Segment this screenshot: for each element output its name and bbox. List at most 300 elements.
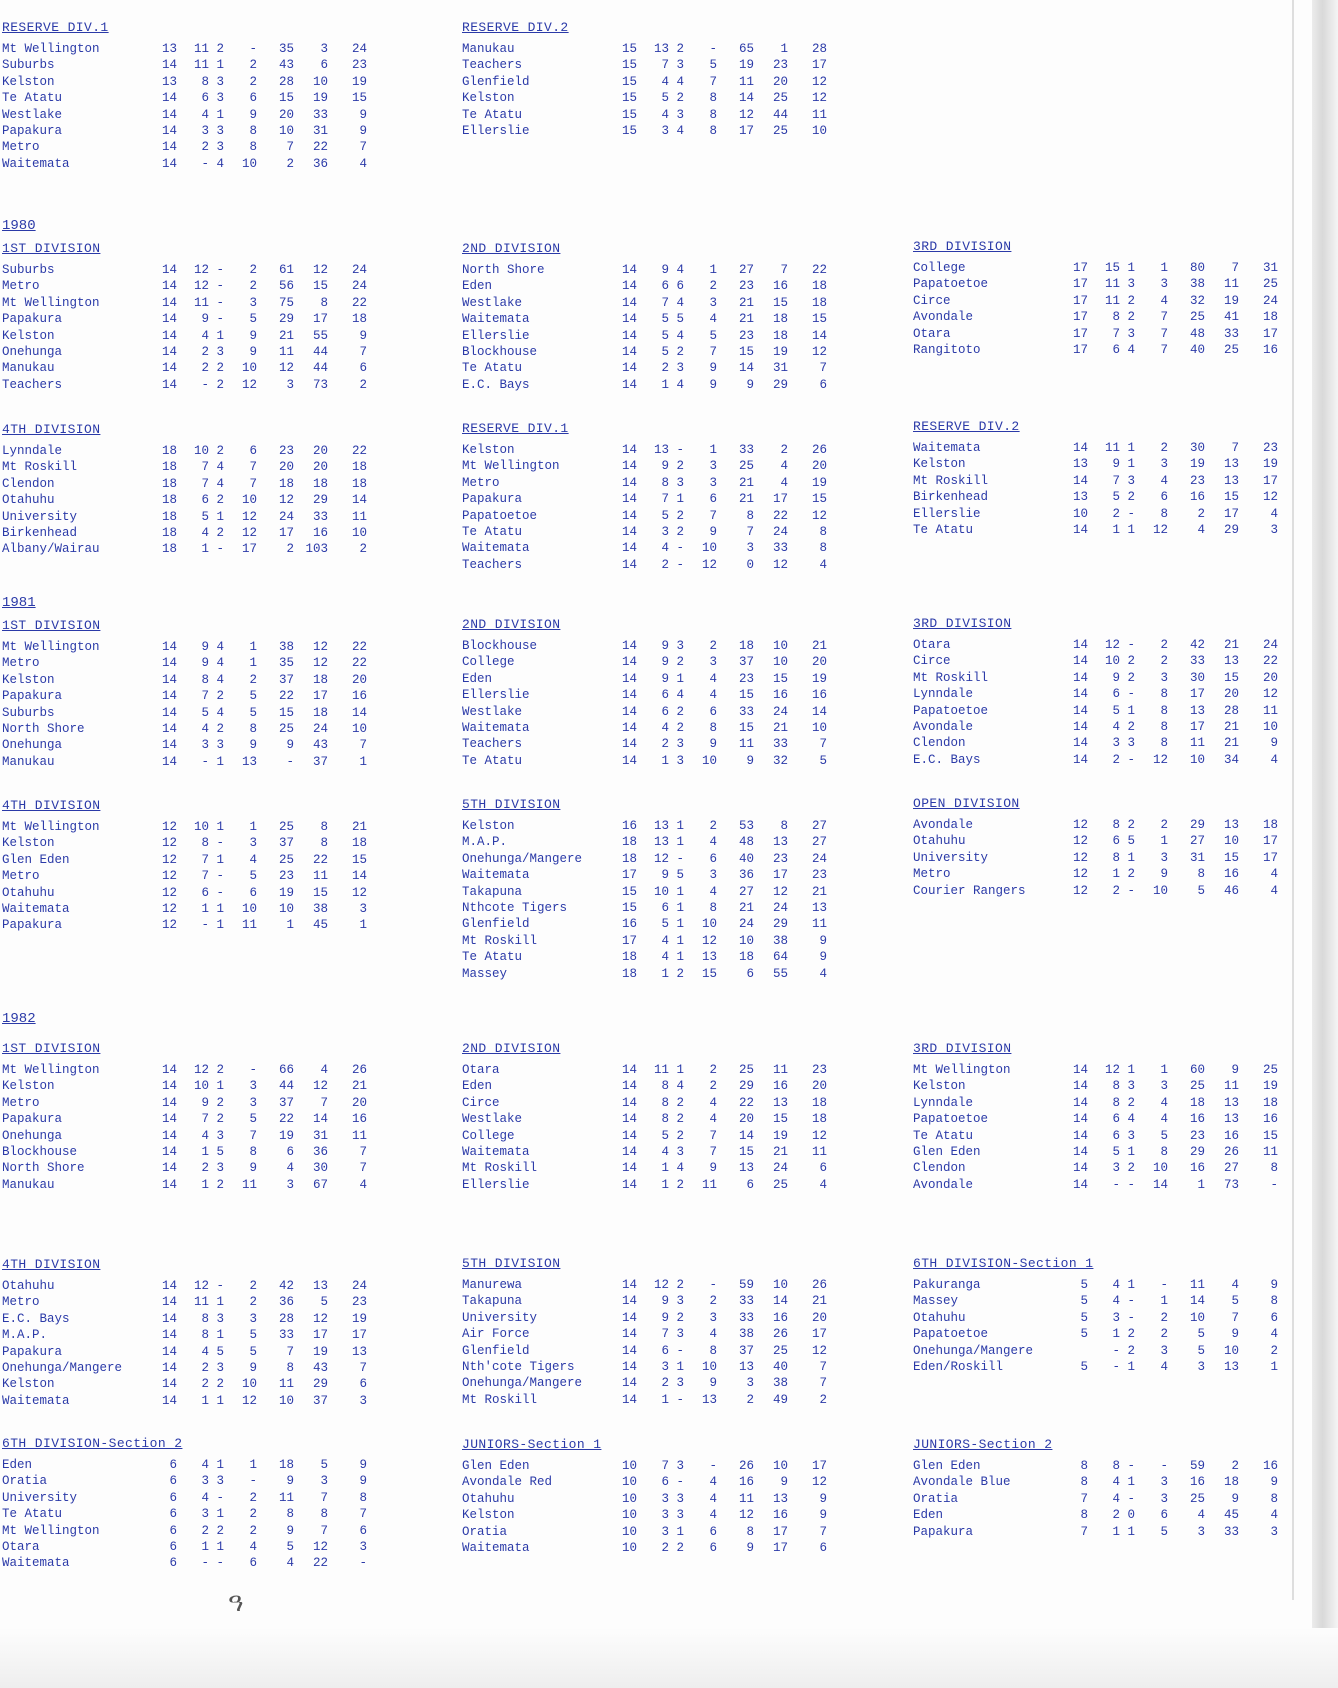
table-row	[462, 1540, 862, 1556]
table-jun2-1982	[913, 1437, 1313, 1540]
team-name: Oratia	[913, 1491, 959, 1506]
team-name: Circe	[462, 1095, 500, 1110]
stat-l: 12	[1152, 752, 1168, 767]
table-row	[462, 278, 862, 294]
table-row	[462, 1111, 862, 1127]
stat-f: 3	[286, 377, 294, 392]
stat-d: -	[1127, 1491, 1135, 1506]
stat-f: 11	[738, 1491, 754, 1506]
stat-f: 12	[278, 493, 294, 508]
stat-d: 2	[1127, 293, 1135, 308]
stat-f: 18	[1189, 1095, 1205, 1110]
stat-p: 14	[1072, 1063, 1088, 1077]
table-row	[462, 491, 862, 507]
stat-l: 6	[249, 444, 257, 458]
stat-d: 3	[216, 140, 224, 155]
team-name: Oratia	[2, 1474, 48, 1489]
stat-d: 1	[216, 509, 224, 524]
stat-a: 26	[772, 1327, 788, 1342]
stat-d: 2	[1127, 1161, 1135, 1176]
stat-pts: 8	[1270, 1491, 1278, 1506]
stat-a: 17	[772, 868, 788, 883]
stat-w: 2	[201, 361, 209, 376]
stat-l: 6	[709, 851, 717, 866]
stat-p: 8	[1080, 1508, 1088, 1523]
stat-a: 33	[312, 107, 328, 122]
stat-d: 2	[216, 1523, 224, 1538]
stat-pts: 4	[819, 557, 827, 572]
stat-p: 14	[621, 1376, 637, 1391]
stat-w: -	[201, 377, 209, 392]
stat-pts: 2	[359, 377, 367, 392]
stat-a: 17	[772, 1540, 788, 1555]
stat-l: 3	[1160, 670, 1168, 685]
stat-w: 8	[201, 1311, 209, 1326]
stat-f: 25	[1189, 310, 1205, 325]
stat-a: 2	[780, 443, 788, 457]
stat-d: 3	[1127, 277, 1135, 292]
team-name: Mt Wellington	[913, 1063, 1011, 1077]
stat-a: 73	[1223, 1177, 1239, 1192]
stat-w: 4	[201, 721, 209, 736]
stat-w: 8	[1112, 1459, 1120, 1473]
stat-f: 59	[1189, 1459, 1205, 1473]
stat-pts: 8	[1270, 1161, 1278, 1176]
team-name: Papatoetoe	[913, 277, 989, 292]
stat-l: 12	[1152, 522, 1168, 537]
stat-pts: 9	[819, 950, 827, 965]
stat-d: 1	[1127, 703, 1135, 718]
stat-f: 11	[278, 1377, 294, 1392]
stat-d: 3	[1127, 473, 1135, 488]
stat-a: 19	[772, 1128, 788, 1143]
stat-a: 15	[772, 295, 788, 310]
stat-l: 3	[709, 459, 717, 474]
stat-p: 14	[161, 1344, 177, 1359]
stat-a: 8	[320, 1507, 328, 1522]
table-d2-1981	[462, 617, 862, 769]
table-row	[2, 476, 402, 492]
stat-pts: 11	[811, 917, 827, 932]
table-row	[462, 458, 862, 474]
table-row	[462, 1343, 862, 1359]
stat-pts: 16	[351, 1112, 367, 1127]
stat-a: 22	[312, 1556, 328, 1571]
stat-f: 11	[278, 344, 294, 359]
team-name: College	[913, 261, 966, 275]
stat-p: 15	[621, 900, 637, 915]
stat-l: 8	[1160, 506, 1168, 521]
table-row	[2, 262, 402, 278]
stat-pts: 24	[351, 1279, 367, 1293]
stat-f: 10	[278, 123, 294, 138]
team-name: Kelston	[462, 443, 515, 457]
table-row	[913, 440, 1313, 456]
table-row	[2, 721, 402, 737]
table-row	[462, 508, 862, 524]
team-name: Manukau	[2, 1177, 55, 1192]
stat-a: 29	[772, 917, 788, 932]
stat-p: 14	[1072, 654, 1088, 669]
team-name: Suburbs	[2, 58, 55, 73]
stat-w: 1	[661, 1177, 669, 1192]
stat-pts: 19	[351, 1311, 367, 1326]
stat-d: 3	[676, 639, 684, 653]
pencil-page-mark: ዓ	[228, 1588, 244, 1618]
stat-f: 2	[746, 1392, 754, 1407]
stat-p: 17	[1072, 310, 1088, 325]
table-title: JUNIORS-Section 1	[462, 1437, 602, 1452]
stat-w: 8	[661, 1112, 669, 1127]
table-row	[462, 377, 862, 393]
stat-f: 15	[738, 1144, 754, 1159]
stat-l: 10	[701, 541, 717, 556]
stat-a: 22	[312, 140, 328, 155]
table-row	[913, 1160, 1313, 1176]
table-row	[913, 1293, 1313, 1309]
stat-l: 3	[709, 655, 717, 670]
stat-pts: 19	[811, 671, 827, 686]
stat-f: 9	[286, 738, 294, 753]
team-name: Westlake	[462, 1112, 523, 1127]
stat-p: 10	[621, 1459, 637, 1473]
table-row	[2, 1278, 402, 1294]
stat-a: 7	[1231, 1310, 1239, 1325]
stat-f: 23	[738, 279, 754, 294]
stat-f: 61	[278, 263, 294, 277]
stat-a: 10	[1223, 1343, 1239, 1358]
stat-d: 1	[216, 1393, 224, 1408]
stat-f: 3	[1197, 1524, 1205, 1539]
table-row	[913, 703, 1313, 719]
stat-p: 14	[1072, 522, 1088, 537]
table-row	[2, 1111, 402, 1127]
stat-w: 2	[201, 1360, 209, 1375]
stat-p: 12	[161, 869, 177, 884]
stat-d: 2	[216, 525, 224, 540]
stat-a: 20	[312, 460, 328, 475]
stat-l: 13	[701, 1392, 717, 1407]
stat-pts: 8	[1270, 1294, 1278, 1309]
stat-pts: 9	[359, 123, 367, 138]
stat-p: 14	[621, 377, 637, 392]
stat-pts: 15	[811, 492, 827, 507]
stat-pts: 3	[359, 1539, 367, 1554]
table-title: 3RD DIVISION	[913, 239, 1012, 254]
stat-p: 16	[621, 917, 637, 932]
team-name: Te Atatu	[462, 950, 523, 965]
stat-l: 5	[709, 328, 717, 343]
stat-f: 20	[278, 107, 294, 122]
table-row	[462, 1062, 862, 1078]
team-name: Manukau	[462, 42, 515, 56]
stat-f: 3	[1197, 1359, 1205, 1374]
stat-f: 17	[1189, 719, 1205, 734]
stat-l: 2	[1160, 441, 1168, 455]
stat-pts: 10	[351, 721, 367, 736]
stat-p: 14	[621, 295, 637, 310]
stat-a: 22	[772, 508, 788, 523]
stat-f: 20	[278, 460, 294, 475]
stat-d: 3	[676, 361, 684, 376]
stat-d: -	[1127, 1294, 1135, 1309]
stat-w: 2	[661, 361, 669, 376]
stat-a: 12	[772, 557, 788, 572]
stat-f: 10	[738, 933, 754, 948]
team-name: Otahuhu	[2, 493, 55, 508]
table-d3-1981	[913, 616, 1313, 768]
stat-d: 2	[216, 1177, 224, 1192]
stat-w: 1	[201, 1144, 209, 1159]
stat-d: -	[216, 542, 224, 557]
stat-w: 5	[661, 344, 669, 359]
stat-a: 18	[312, 705, 328, 720]
stat-w: 11	[1104, 277, 1120, 292]
stat-d: 3	[1127, 1128, 1135, 1143]
team-name: Waitemata	[462, 868, 530, 883]
stat-a: 8	[320, 295, 328, 310]
table-row	[2, 459, 402, 475]
team-name: Waitemata	[462, 1540, 530, 1555]
stat-pts: 4	[1270, 506, 1278, 521]
stat-w: 9	[1112, 670, 1120, 685]
stat-w: 7	[1112, 473, 1120, 488]
stat-d: 2	[1127, 490, 1135, 505]
stat-l: 10	[241, 901, 257, 916]
stat-d: 1	[216, 58, 224, 73]
stat-f: 27	[738, 884, 754, 899]
stat-w: 7	[661, 295, 669, 310]
stat-pts: 12	[811, 1128, 827, 1143]
table-row	[913, 1507, 1313, 1523]
stat-f: 28	[278, 1311, 294, 1326]
stat-a: 24	[772, 524, 788, 539]
stat-w: 6	[661, 1475, 669, 1490]
stat-d: 2	[676, 42, 684, 56]
stat-l: 8	[249, 140, 257, 155]
team-name: Papakura	[462, 492, 523, 507]
stat-d: 1	[676, 492, 684, 507]
team-name: Onehunga/Mangere	[462, 851, 583, 866]
stat-w: 9	[661, 639, 669, 653]
table-row	[2, 328, 402, 344]
stat-f: 33	[1189, 654, 1205, 669]
stat-p: 12	[161, 901, 177, 916]
stat-f: 40	[1189, 342, 1205, 357]
team-name: Mt Wellington	[462, 459, 560, 474]
stat-l: 10	[1152, 883, 1168, 898]
stat-w: 9	[661, 459, 669, 474]
stat-l: 4	[709, 1508, 717, 1523]
table-row	[462, 1310, 862, 1326]
stat-p: 17	[1072, 277, 1088, 292]
stat-f: 60	[1189, 1063, 1205, 1077]
stat-w: 12	[193, 1063, 209, 1077]
stat-p: 14	[621, 1294, 637, 1309]
table-row	[2, 1473, 402, 1489]
stat-p: 14	[621, 312, 637, 327]
stat-a: 13	[1223, 457, 1239, 472]
stat-l: 3	[1160, 1491, 1168, 1506]
stat-f: 19	[738, 58, 754, 73]
table-row	[462, 557, 862, 573]
stat-f: 12	[738, 1508, 754, 1523]
stat-w: 8	[1112, 818, 1120, 832]
stat-w: 6	[1112, 834, 1120, 849]
stat-a: 29	[772, 377, 788, 392]
table-row	[913, 1343, 1313, 1359]
stat-l: 8	[709, 720, 717, 735]
team-name: Te Atatu	[2, 91, 63, 106]
stat-l: 8	[709, 900, 717, 915]
table-row	[462, 442, 862, 458]
stat-p: 14	[621, 475, 637, 490]
table-row	[2, 377, 402, 393]
stat-p: 14	[1072, 1144, 1088, 1159]
stat-f: 35	[278, 42, 294, 56]
stat-d: 0	[1127, 1508, 1135, 1523]
stat-a: 15	[312, 885, 328, 900]
stat-p: 14	[621, 688, 637, 703]
table-row	[462, 884, 862, 900]
stat-w: 3	[661, 1508, 669, 1523]
stat-w: 6	[201, 885, 209, 900]
stat-f: 35	[278, 656, 294, 671]
stat-l: 7	[249, 1128, 257, 1143]
team-name: Manukau	[2, 754, 55, 769]
team-name: Otara	[462, 1063, 500, 1077]
stat-p: 14	[161, 1360, 177, 1375]
stat-f: 43	[278, 58, 294, 73]
team-name: Ellerslie	[462, 328, 530, 343]
stat-a: 13	[772, 835, 788, 850]
team-name: Manukau	[2, 361, 55, 376]
stat-w: 10	[653, 884, 669, 899]
stat-l: 4	[1160, 473, 1168, 488]
stat-p: 14	[161, 312, 177, 327]
stat-pts: 18	[351, 476, 367, 491]
stat-l: 4	[1160, 1359, 1168, 1374]
stat-pts: 17	[1262, 850, 1278, 865]
stat-p: 12	[161, 918, 177, 933]
stat-a: 18	[1223, 1475, 1239, 1490]
table-row	[2, 57, 402, 73]
stat-l: 1	[249, 820, 257, 834]
stat-pts: 11	[811, 1144, 827, 1159]
stat-f: 10	[1189, 752, 1205, 767]
stat-p: 14	[161, 640, 177, 654]
stat-l: 7	[709, 508, 717, 523]
stat-w: 2	[661, 1376, 669, 1391]
stat-d: 1	[1127, 457, 1135, 472]
stat-p: 13	[161, 42, 177, 56]
stat-p: 14	[621, 1359, 637, 1374]
table-title: 2ND DIVISION	[462, 241, 561, 256]
stat-w: 7	[201, 476, 209, 491]
stat-f: 30	[1189, 441, 1205, 455]
stat-f: 25	[738, 1063, 754, 1077]
stat-w: 9	[201, 656, 209, 671]
team-name: Eden	[462, 671, 493, 686]
table-row	[913, 866, 1313, 882]
stat-f: 19	[278, 885, 294, 900]
team-name: Teachers	[2, 377, 63, 392]
team-name: Metro	[913, 867, 951, 882]
stat-f: 21	[738, 295, 754, 310]
table-row	[462, 949, 862, 965]
stat-p: 14	[1072, 1095, 1088, 1110]
table-row	[2, 90, 402, 106]
stat-d: -	[676, 1343, 684, 1358]
stat-l: 3	[249, 1095, 257, 1110]
table-row	[2, 852, 402, 868]
stat-pts: 18	[811, 1112, 827, 1127]
stat-w: 7	[201, 460, 209, 475]
stat-a: 14	[772, 1294, 788, 1309]
stat-a: 13	[1223, 1112, 1239, 1127]
stat-d: -	[676, 1475, 684, 1490]
stat-l: 4	[1160, 1095, 1168, 1110]
stat-d: 3	[676, 1294, 684, 1309]
stat-pts: 6	[1270, 1310, 1278, 1325]
stat-p: 10	[621, 1475, 637, 1490]
table-row	[462, 1160, 862, 1176]
stat-pts: 17	[351, 1328, 367, 1343]
table-row	[913, 1144, 1313, 1160]
stat-w: -	[1112, 1177, 1120, 1192]
stat-d: -	[1127, 883, 1135, 898]
stat-w: 9	[201, 312, 209, 327]
stat-l: 7	[709, 344, 717, 359]
stat-p: 15	[621, 107, 637, 122]
table-row	[2, 1294, 402, 1310]
table-title: 4TH DIVISION	[2, 1257, 101, 1272]
stat-w: 6	[1112, 342, 1120, 357]
table-row	[2, 492, 402, 508]
stat-d: 4	[216, 476, 224, 491]
team-name: Air Force	[462, 1327, 530, 1342]
table-row	[462, 851, 862, 867]
table-row	[2, 344, 402, 360]
stat-p: 14	[161, 279, 177, 294]
stat-d: 3	[216, 1128, 224, 1143]
stat-d: 4	[216, 656, 224, 671]
stat-a: 13	[772, 1095, 788, 1110]
stat-l: 4	[249, 1539, 257, 1554]
table-row	[2, 1490, 402, 1506]
stat-l: 8	[249, 721, 257, 736]
stat-a: 13	[1223, 654, 1239, 669]
stat-l: 9	[709, 1376, 717, 1391]
team-name: Te Atatu	[913, 522, 974, 537]
table-row	[913, 686, 1313, 702]
stat-w: 5	[661, 1128, 669, 1143]
table-row	[2, 1523, 402, 1539]
stat-p: 14	[621, 1079, 637, 1094]
stat-f: 16	[1189, 1161, 1205, 1176]
stat-d: 5	[216, 1344, 224, 1359]
stat-d: 4	[1127, 342, 1135, 357]
stat-p: 14	[1072, 736, 1088, 751]
stat-a: 24	[772, 900, 788, 915]
stat-d: 2	[216, 361, 224, 376]
stat-w: 1	[201, 1539, 209, 1554]
stat-a: 6	[320, 58, 328, 73]
stat-d: 2	[676, 1278, 684, 1292]
stat-p: 12	[1072, 883, 1088, 898]
stat-w: 7	[201, 852, 209, 867]
stat-f: 21	[738, 900, 754, 915]
